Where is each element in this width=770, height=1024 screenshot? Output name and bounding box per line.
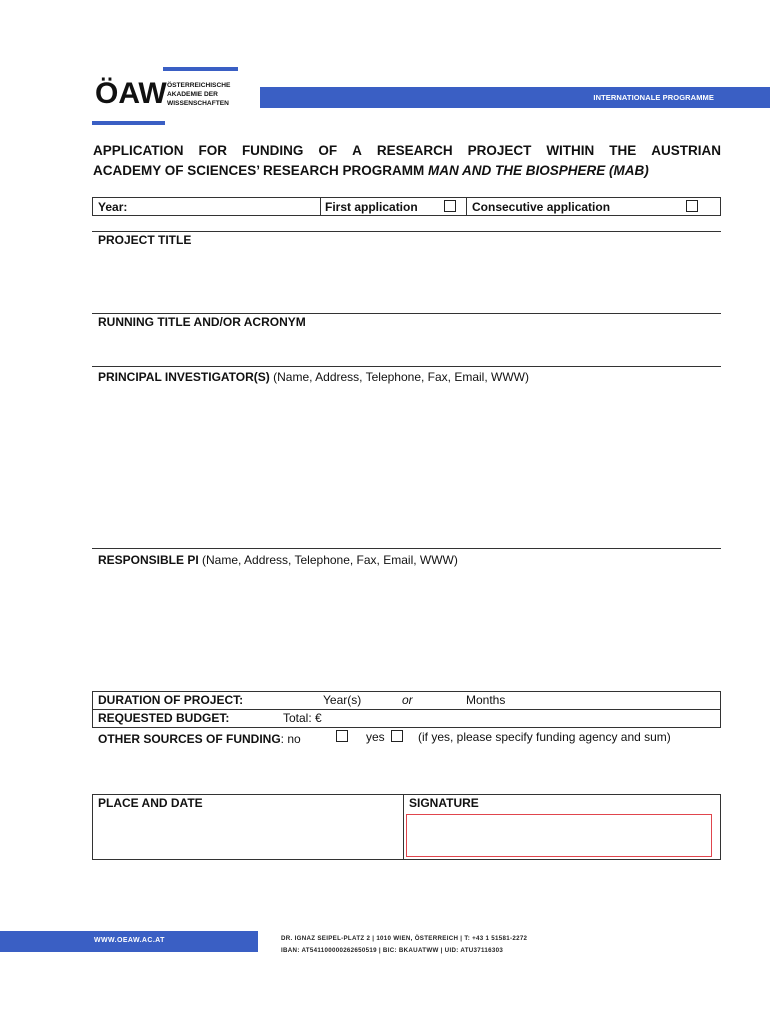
responsible-pi-field[interactable] (92, 569, 721, 689)
year-row-divider (466, 197, 467, 216)
signature-box-top (92, 794, 721, 795)
logo-line: ÖSTERREICHISCHE (167, 82, 231, 89)
year-row-right-border (720, 197, 721, 216)
section-divider (92, 313, 721, 314)
year-row-divider (320, 197, 321, 216)
responsible-pi-heading (98, 551, 458, 569)
logo-accent-bar-bottom (92, 121, 165, 125)
title-word: FOR (198, 143, 227, 158)
signature-label: SIGNATURE (409, 796, 479, 810)
running-title-label: RUNNING TITLE AND/OR ACRONYM (98, 315, 306, 329)
signature-box-left (92, 794, 93, 860)
budget-label: REQUESTED BUDGET: (98, 711, 230, 725)
title-word: APPLICATION (93, 143, 184, 158)
footer-banner (0, 931, 258, 952)
signature-field[interactable] (406, 814, 712, 857)
logo-accent-bar-top (163, 67, 238, 71)
budget-total-label: Total: € (283, 711, 322, 725)
footer-address-line: DR. IGNAZ SEIPEL-PLATZ 2 | 1010 WIEN, ÖSTERREICH | T: +43 1 51581-2272 (281, 935, 528, 942)
duration-box-top (92, 691, 721, 692)
project-title-field[interactable] (92, 250, 721, 312)
pi-field[interactable] (92, 386, 721, 546)
section-divider (92, 548, 721, 549)
logo-line: AKADEMIE DER (167, 91, 218, 98)
year-row-left-border (92, 197, 93, 216)
funding-yes-checkbox[interactable] (391, 730, 403, 742)
footer-bank-line: IBAN: AT541100000262650519 | BIC: BKAUATWW | UID: ATU37116303 (281, 947, 504, 954)
other-funding-row (98, 730, 301, 748)
document-title (93, 141, 721, 181)
year-row-top-border (92, 197, 721, 198)
title-word: FUNDING (241, 143, 304, 158)
signature-box-right (720, 794, 721, 860)
title-word: AUSTRIAN (651, 143, 721, 158)
section-divider (92, 231, 721, 232)
title-word: RESEARCH (376, 143, 453, 158)
responsible-pi-hint: (Name, Address, Telephone, Fax, Email, WWW) (198, 553, 458, 567)
running-title-field[interactable] (92, 332, 721, 364)
section-divider (92, 366, 721, 367)
place-date-field[interactable] (94, 813, 400, 857)
title-word: OF (318, 143, 338, 158)
project-title-label: PROJECT TITLE (98, 233, 192, 247)
year-label: Year: (98, 200, 128, 214)
title-line-2 (93, 161, 721, 181)
responsible-pi-label: RESPONSIBLE PI (98, 553, 199, 567)
signature-box-divider (403, 794, 404, 860)
program-banner (260, 87, 770, 108)
consecutive-application-checkbox[interactable] (686, 200, 698, 212)
program-label: INTERNATIONALE PROGRAMME (593, 93, 714, 102)
duration-box-divider (92, 709, 721, 710)
duration-label: DURATION OF PROJECT: (98, 693, 244, 707)
funding-no-checkbox[interactable] (336, 730, 348, 742)
or-label: or (402, 693, 413, 707)
first-application-checkbox[interactable] (444, 200, 456, 212)
yes-label: yes (366, 730, 385, 744)
title-word: A (352, 143, 362, 158)
pi-hint: (Name, Address, Telephone, Fax, Email, WWW) (269, 370, 529, 384)
other-funding-label: OTHER SOURCES OF FUNDING (98, 732, 281, 746)
title-word: WITHIN (546, 143, 595, 158)
program-name: MAN AND THE BIOSPHERE (MAB) (428, 163, 649, 178)
footer-address (281, 933, 527, 957)
months-label: Months (466, 693, 506, 707)
footer-url[interactable]: WWW.OEAW.AC.AT (94, 937, 165, 944)
duration-box-bottom (92, 727, 721, 728)
year-row-bottom-border (92, 215, 721, 216)
title-word: THE (609, 143, 637, 158)
logo-wordmark (167, 81, 230, 108)
pi-heading (98, 368, 529, 386)
years-label: Year(s) (323, 693, 362, 707)
title-line-1 (93, 141, 721, 161)
duration-box-right (720, 691, 721, 728)
logo-line: WISSENSCHAFTEN (167, 100, 229, 107)
oeaw-logo: ÖAW (95, 77, 167, 110)
title-line-2-text: ACADEMY OF SCIENCES’ RESEARCH PROGRAMM (93, 163, 429, 178)
pi-label: PRINCIPAL INVESTIGATOR(S) (98, 370, 270, 384)
signature-box-bottom (92, 859, 721, 860)
duration-box-left (92, 691, 93, 728)
title-word: PROJECT (467, 143, 532, 158)
place-date-label: PLACE AND DATE (98, 796, 203, 810)
no-label: : no (280, 732, 301, 746)
first-application-label: First application (325, 200, 418, 214)
funding-hint: (if yes, please specify funding agency and sum) (418, 730, 671, 744)
consecutive-application-label: Consecutive application (472, 200, 611, 214)
